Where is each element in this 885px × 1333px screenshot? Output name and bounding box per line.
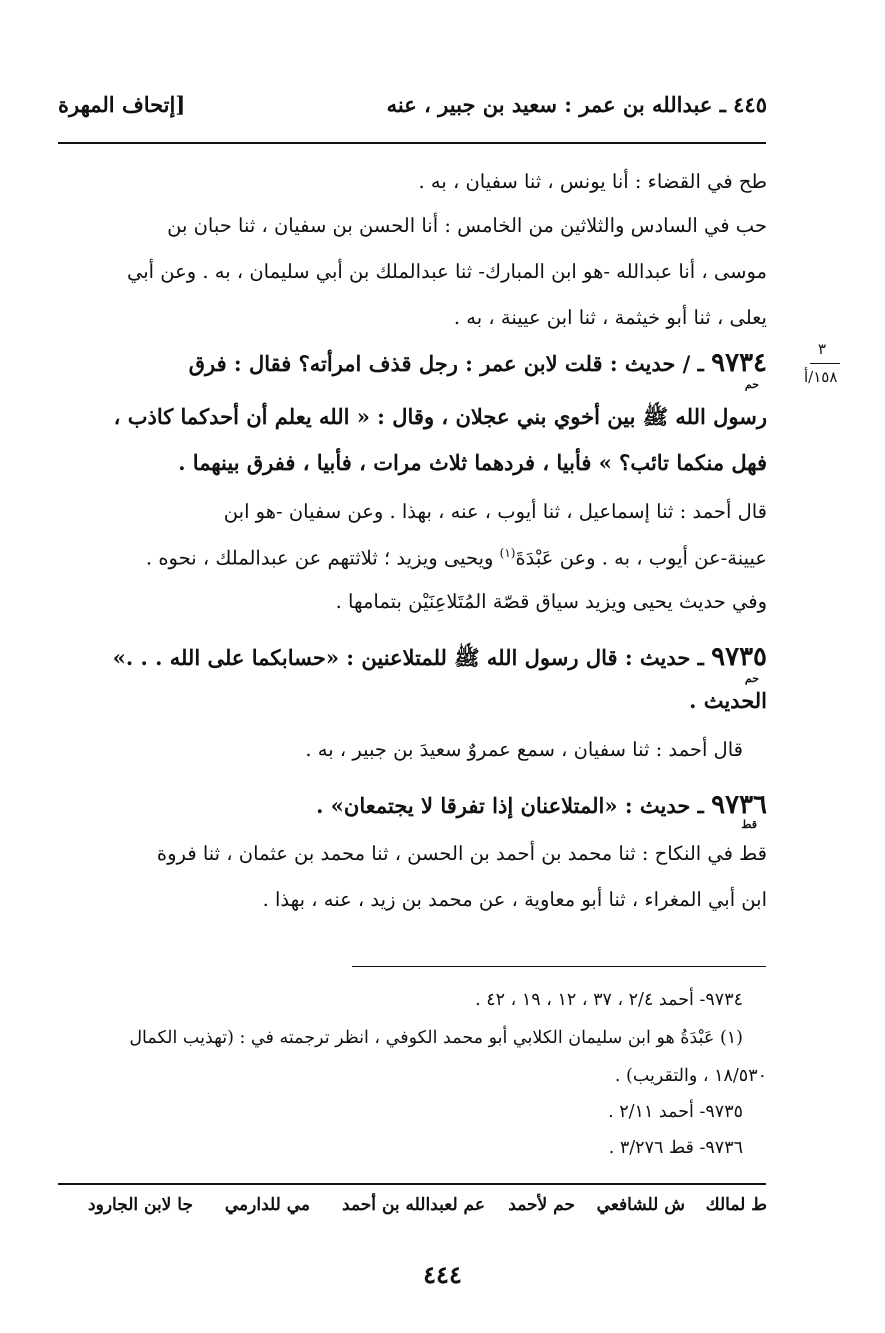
hadith-9735-text-1: ـ حديث : قال رسول الله ﷺ للمتلاعنين : «حسابكما على الله . . .» [112,645,704,670]
hadith-9734-text-1: ـ / حديث : قلت لابن عمر : رجل قذف امرأته؟ فقال : فرق [188,351,704,376]
source-tag-hm: حم [744,672,759,685]
hadith-9734-line-2: رسول الله ﷺ بين أخوي بني عجلان ، وقال : « الله يعلم أن أحدكما كاذب ، [113,404,767,429]
header-rule [58,142,766,144]
hadith-9736-line-1 [316,790,767,820]
hadith-9735-line-1 [113,642,767,676]
source-tag-qt: قط [741,818,757,831]
hadith-number: ٩٧٣٤ [711,348,767,378]
isnad-9734-line-2 [146,546,767,570]
hadith-9735-line-2: الحديث . [689,688,767,713]
isnad-9736-line-2: ابن أبي المغراء ، ثنا أبو معاوية ، عن محمد بن زيد ، عنه ، بهذا . [262,888,767,911]
body-line-1: طح في القضاء : أنا يونس ، ثنا سفيان ، به . [418,170,767,193]
footnote-9734: ٩٧٣٤- أحمد ٢/٤ ، ٣٧ ، ١٢ ، ١٩ ، ٤٢ . [475,990,743,1010]
abbreviation-abdullah: عم لعبدالله بن أحمد [342,1195,485,1215]
hadith-number: ٩٧٣٥ [711,642,767,672]
footnote-9735: ٩٧٣٥- أحمد ٢/١١ . [608,1102,743,1122]
body-line-4: يعلى ، ثنا أبو خيثمة ، ثنا ابن عيينة ، به . [453,306,767,329]
abbreviation-ahmad: حم لأحمد [508,1195,575,1215]
source-tag-hm: حم [744,378,759,391]
isnad-9736-line-1: قط في النكاح : ثنا محمد بن أحمد بن الحسن ، ثنا محمد بن عثمان ، ثنا فروة [156,842,767,865]
abbreviation-shafii: ش للشافعي [596,1195,685,1215]
footnote-rule [352,966,766,967]
margin-rule [810,363,840,364]
running-header-title: ٤٤٥ ـ عبدالله بن عمر : سعيد بن جبير ، عنه [386,92,767,117]
isnad-9734-line-3: وفي حديث يحيى ويزيد سياق قصّة المُتَلاعِنَيْن بتمامها . [335,590,767,613]
abbreviation-darimi: مي للدارمي [224,1195,310,1215]
footnote-1-line-1: (١) عَبْدَةُ هو ابن سليمان الكلابي أبو محمد الكوفي ، انظر ترجمته في : (تهذيب الكمال [129,1028,743,1048]
body-line-3: موسى ، أنا عبدالله -هو ابن المبارك- ثنا عبدالملك بن أبي سليمان ، به . وعن أبي [126,260,767,283]
footnote-1-line-2: ١٨/٥٣٠ ، والتقريب) . [614,1066,767,1086]
hadith-9734-line-3: فهل منكما تائب؟ » فأبيا ، فردهما ثلاث مرات ، فأبيا ، ففرق بينهما . [178,450,767,475]
isnad-9734-text-2a: عيينة-عن أيوب ، به . وعن عَبْدَةَ [515,546,767,570]
body-line-2: حب في السادس والثلاثين من الخامس : أنا الحسن بن سفيان ، ثنا حبان بن [167,214,767,237]
isnad-9734-text-2b: ويحيى ويزيد ؛ ثلاثتهم عن عبدالملك ، نحوه . [145,546,500,570]
running-header-book: [إتحاف المهرة [58,92,186,117]
isnad-9734-line-1: قال أحمد : ثنا إسماعيل ، ثنا أيوب ، عنه ، بهذا . وعن سفيان -هو ابن [223,500,767,523]
margin-folio-ref: ١٥٨/أ [804,368,838,386]
hadith-9736-text-1: ـ حديث : «المتلاعنان إذا تفرقا لا يجتمعان» . [316,793,704,818]
page-number: ٤٤٤ [423,1260,462,1289]
abbreviation-jarud: جا لابن الجارود [88,1195,193,1215]
footnote-9736: ٩٧٣٦- قط ٣/٢٧٦ . [608,1138,743,1158]
abbreviation-malik: ط لمالك [705,1195,767,1215]
hadith-number: ٩٧٣٦ [711,790,767,820]
footnote-ref: (١) [499,546,516,560]
hadith-9734-line-1 [189,348,767,378]
abbreviations-rule [58,1183,766,1185]
isnad-9735: قال أحمد : ثنا سفيان ، سمع عمروٌ سعيدَ بن جبير ، به . [305,738,743,761]
margin-volume-number: ٣ [818,340,827,358]
